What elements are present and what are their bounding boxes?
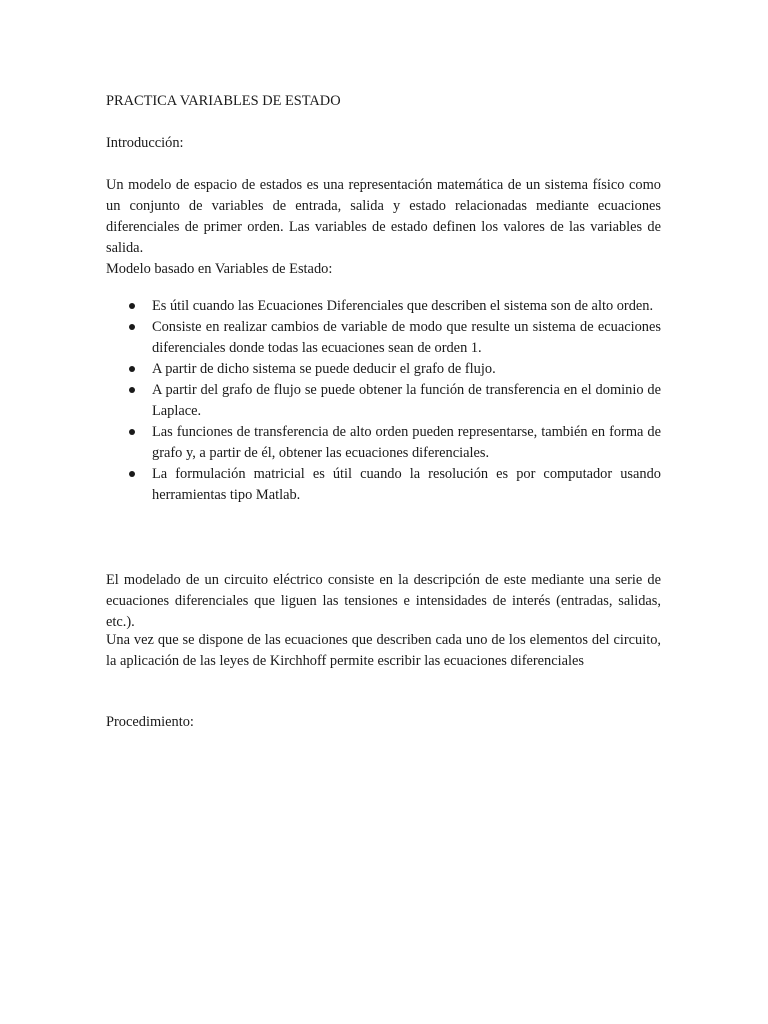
bullet-text: Las funciones de transferencia de alto orden pueden representarse, también en forma de grafo y, a partir de él, obtener las ecuaciones diferenciales. <box>152 424 661 461</box>
procedure-heading: Procedimiento: <box>106 714 194 730</box>
bullet-list <box>106 296 661 506</box>
bullet-item <box>106 422 661 464</box>
bullet-item <box>106 296 661 317</box>
bullet-item <box>106 380 661 422</box>
bullet-text: A partir del grafo de flujo se puede obtener la función de transferencia en el dominio de Laplace. <box>152 382 661 419</box>
bullet-item <box>106 464 661 506</box>
intro-heading: Introducción: <box>106 135 184 151</box>
bullet-icon <box>129 429 135 435</box>
bullet-text: Es útil cuando las Ecuaciones Diferenciales que describen el sistema son de alto orden. <box>152 298 654 314</box>
bullet-icon <box>129 366 135 372</box>
bullet-icon <box>129 324 135 330</box>
bullet-text: A partir de dicho sistema se puede deducir el grafo de flujo. <box>152 361 496 377</box>
bullet-text: Consiste en realizar cambios de variable de modo que resulte un sistema de ecuaciones diferenciales donde todas las ecuaciones sean de orden 1. <box>152 319 661 356</box>
circuit-paragraph: El modelado de un circuito eléctrico consiste en la descripción de este mediante una serie de ecuaciones diferenciales que liguen las tensiones e intensidades de interés (entradas, salidas, etc.). <box>106 572 661 630</box>
intro-paragraph: Un modelo de espacio de estados es una representación matemática de un sistema físico como un conjunto de variables de entrada, salida y estado relacionadas mediante ecuaciones diferenciales de primer orden. Las variables de estado definen los valores de las variables de salida. <box>106 177 661 256</box>
document-title: PRACTICA VARIABLES DE ESTADO <box>106 93 341 109</box>
bullet-item <box>106 359 661 380</box>
bullet-text: La formulación matricial es útil cuando la resolución es por computador usando herramientas tipo Matlab. <box>152 466 661 503</box>
kirchhoff-paragraph: Una vez que se dispone de las ecuaciones que describen cada uno de los elementos del circuito, la aplicación de las leyes de Kirchhoff permite escribir las ecuaciones diferenciales <box>106 632 661 669</box>
bullet-icon <box>129 471 135 477</box>
bullet-icon <box>129 303 135 309</box>
model-heading: Modelo basado en Variables de Estado: <box>106 261 333 277</box>
bullet-icon <box>129 387 135 393</box>
bullet-item <box>106 317 661 359</box>
